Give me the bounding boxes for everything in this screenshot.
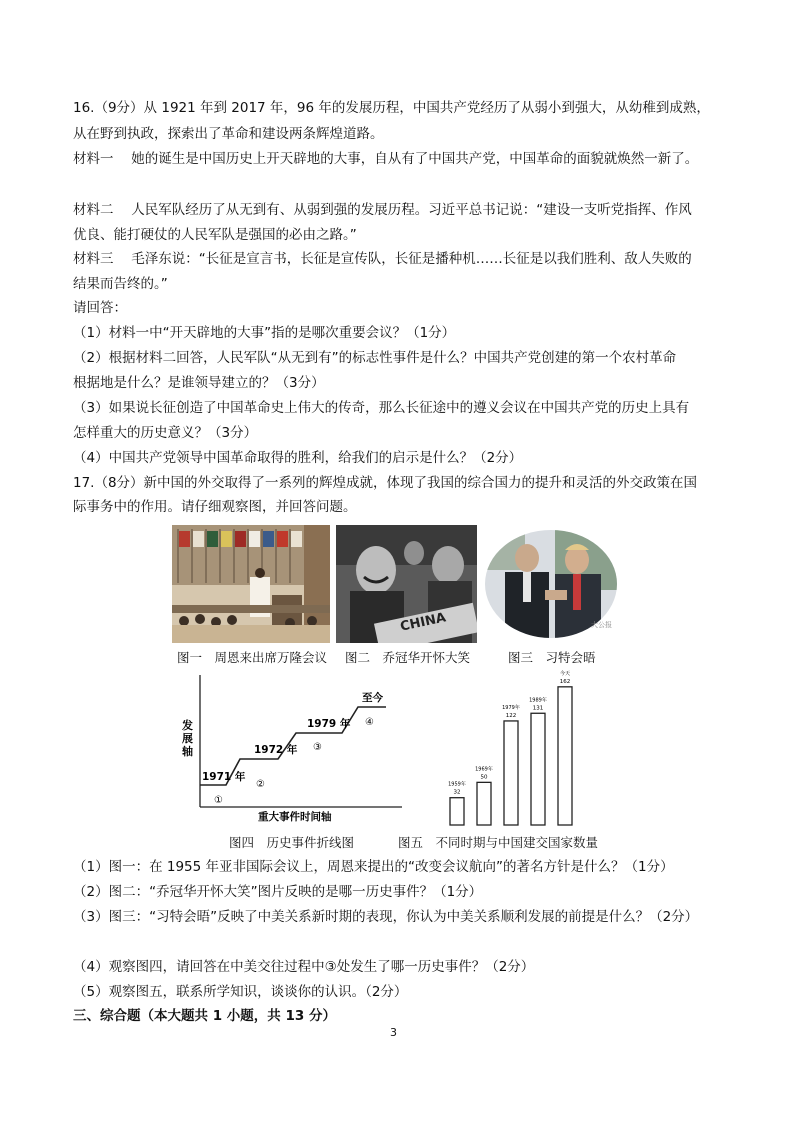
caption-figure-3: 图三 习特会晤 [508, 650, 596, 665]
figure-4-line-chart [180, 667, 412, 827]
q16-sub-3-b: 怎样重大的历史意义？（3分） [73, 425, 258, 441]
chart4-point-label-2: 1972 年 [254, 744, 298, 756]
q16-ask: 请回答： [73, 300, 127, 316]
chart4-point-label-4: 至今 [362, 692, 383, 704]
chart5-bar-2 [477, 782, 491, 825]
chart5-bar-1 [450, 798, 464, 825]
chart5-value-label-5: 162 [559, 678, 571, 685]
chart5-category-label-4: 1989年 [529, 697, 547, 704]
figure-5-bar-chart [440, 667, 600, 827]
watermark-text: 大公报 [591, 621, 612, 629]
q17-sub-3: （3）图三：“习特会晤”反映了中美关系新时期的表现，你认为中美关系顺利发展的前提是什么？（2分） [73, 909, 699, 925]
q16-sub-2-b: 根据地是什么？是谁领导建立的？（3分） [73, 375, 325, 391]
chart5-bar-4 [531, 713, 545, 825]
q16-material-2-a: 材料二 人民军队经历了从无到有、从弱到强的发展历程。习近平总书记说：“建设一支听党指挥、作风 [73, 202, 692, 218]
caption-figure-1: 图一 周恩来出席万隆会议 [177, 650, 328, 665]
chart4-point-marker-2: ② [256, 779, 265, 790]
q17-line-2: 际事务中的作用。请仔细观察图，并回答问题。 [73, 499, 357, 515]
q16-material-2-b: 优良、能打硬仗的人民军队是强国的必由之路。” [73, 227, 357, 243]
chart4-point-marker-3: ③ [313, 742, 322, 753]
chart4-ylabel-2: 展 [182, 732, 193, 745]
q17-line-1: 17.（8分）新中国的外交取得了一系列的辉煌成就，体现了我国的综合国力的提升和灵活的外交政策在国 [73, 475, 698, 491]
q16-sub-3-a: （3）如果说长征创造了中国革命史上伟大的传奇，那么长征途中的遵义会议在中国共产党的历史上具有 [73, 400, 690, 416]
chart4-ylabel-1: 发 [182, 719, 193, 732]
bandung-conference-illustration [172, 525, 330, 643]
page-number: 3 [390, 1026, 397, 1039]
chart5-value-label-3: 122 [505, 712, 517, 719]
chart5-bar-3 [504, 721, 518, 825]
chart5-value-label-2: 50 [480, 774, 488, 781]
section-3-heading: 三、综合题（本大题共 1 小题，共 13 分） [73, 1008, 336, 1024]
photo-bandung-conference [172, 525, 330, 643]
q16-sub-4: （4）中国共产党领导中国革命取得的胜利，给我们的启示是什么？（2分） [73, 450, 523, 466]
q17-sub-5: （5）观察图五，联系所学知识，谈谈你的认识。（2分） [73, 984, 408, 1000]
q17-sub-2: （2）图二：“乔冠华开怀大笑”图片反映的是哪一历史事件？（1分） [73, 884, 483, 900]
chart4-point-marker-1: ① [214, 795, 223, 806]
photo-xi-trump-meeting [485, 530, 618, 638]
chart4-point-label-3: 1979 年 [307, 718, 351, 730]
q16-material-3-a: 材料三 毛泽东说：“长征是宣言书，长征是宣传队，长征是播种机……长征是以我们胜利、敌人失败的 [73, 251, 692, 267]
q16-material-1: 材料一 她的诞生是中国历史上开天辟地的大事，自从有了中国共产党，中国革命的面貌就焕然一新了。 [73, 151, 699, 167]
q16-sub-2-a: （2）根据材料二回答，人民军队“从无到有”的标志性事件是什么？中国共产党创建的第一个农村革命 [73, 350, 677, 366]
photo-qiao-guanhua [336, 525, 477, 643]
china-sign-text: CHINA [398, 610, 448, 635]
q17-sub-1: （1）图一：在 1955 年亚非国际会议上，周恩来提出的“改变会议航向”的著名方针是什么？（1分） [73, 859, 674, 875]
caption-figure-4: 图四 历史事件折线图 [229, 835, 355, 850]
q16-material-3-b: 结果而告终的。” [73, 276, 168, 292]
chart5-bar-5 [558, 687, 572, 825]
chart4-ylabel-3: 轴 [182, 745, 193, 758]
q16-line-1: 16.（9分）从 1921 年到 2017 年，96 年的发展历程，中国共产党经历了从弱小到强大，从幼稚到成熟， [73, 100, 710, 116]
q16-sub-1: （1）材料一中“开天辟地的大事”指的是哪次重要会议？（1分） [73, 325, 456, 341]
caption-figure-2: 图二 乔冠华开怀大笑 [345, 650, 471, 665]
chart4-point-marker-4: ④ [365, 717, 374, 728]
q16-line-2: 从在野到执政，探索出了革命和建设两条辉煌道路。 [73, 126, 384, 142]
caption-figure-5: 图五 不同时期与中国建交国家数量 [398, 835, 599, 850]
chart5-category-label-2: 1969年 [475, 766, 493, 773]
chart5-category-label-5: 今天 [559, 670, 571, 677]
chart5-value-label-4: 131 [532, 705, 544, 712]
chart4-xlabel: 重大事件时间轴 [258, 811, 332, 823]
chart5-category-label-3: 1979年 [502, 704, 520, 711]
chart5-category-label-1: 1959年 [448, 781, 466, 788]
q17-sub-4: （4）观察图四，请回答在中美交往过程中③处发生了哪一历史事件？（2分） [73, 959, 535, 975]
chart4-point-label-1: 1971 年 [202, 771, 246, 783]
chart5-value-label-1: 32 [453, 789, 461, 796]
